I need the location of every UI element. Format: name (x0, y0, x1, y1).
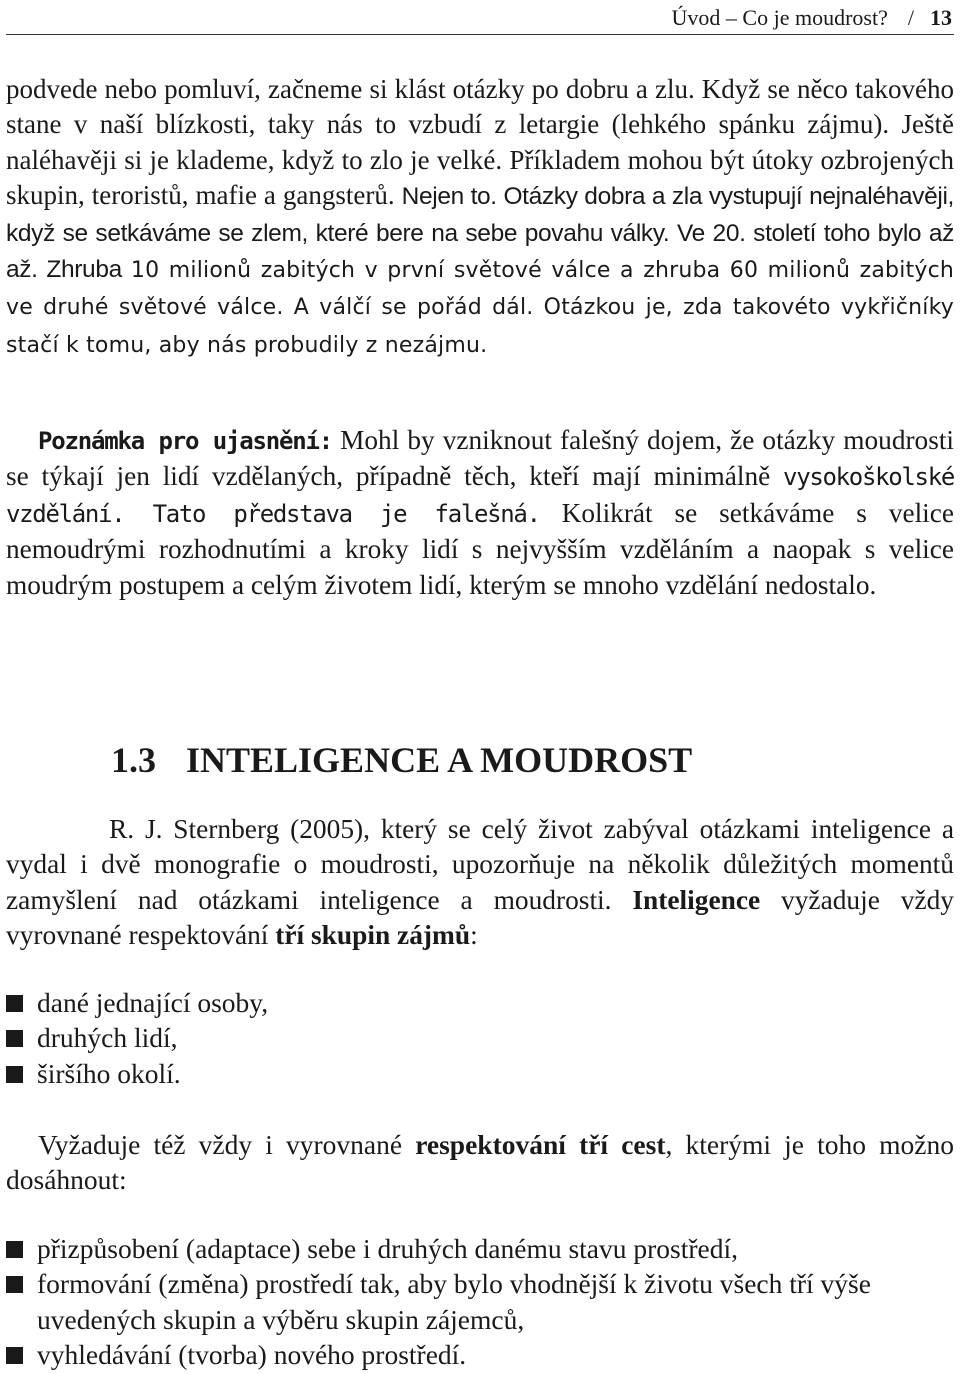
list-item-text: druhých lidí, (37, 1022, 178, 1054)
paragraph-2-text-a: R. J. Sternberg (2005), který se celý život zabýval otázkami inteligence a vydal i dvě monografie o moudrosti, upozorňuje na několik důležitých momentů zamyšlení nad otázkami inteligence a moudrosti. (6, 814, 954, 915)
list-item (6, 1231, 954, 1266)
paragraph-1-text-c: 10 milionů zabitých v první světové válce a zhruba 60 milionů zabitých ve druhé světové válce. A válčí se pořád dál. Otázkou je, zda takovéto vykřičníky stačí k tomu, aby nás probudily z nezájmu. (6, 258, 955, 358)
list-item (6, 1056, 954, 1091)
paragraph-1-text-b: Nejen to. Otázky dobra a zla vystupují nejnaléhavěji, když se setkáváme se zlem, které bere na sebe povahu války. Ve 20. století toho bylo až až. Zhruba (6, 183, 955, 284)
note-text-a: Mohl by vzniknout falešný dojem, že otázky moudrosti se týkají jen lidí vzdělaných, případně těch, kteří mají minimálně (6, 425, 955, 492)
paragraph-2-bold-intelligence: Inteligence (632, 884, 761, 915)
paragraph-1-text-a: podvede nebo pomluví, začneme si klást otázky po dobru a zlu. Když se něco takového stane v naší blízkosti, taky nás to vzbudí z letargie (lehkého spánku zájmu). Ještě naléhavěji si je klademe, když to zlo je velké. Příkladem mohou být útoky ozbrojených skupin, teroristů, mafie a gangsterů. (6, 74, 954, 211)
list-item (6, 1337, 954, 1372)
paragraph-1 (6, 72, 954, 363)
list-item-text: přizpůsobení (adaptace) sebe i druhých danému stavu prostředí, (37, 1233, 739, 1264)
square-bullet-icon (6, 1347, 23, 1364)
page-number: 13 (930, 5, 952, 30)
paragraph-2 (6, 812, 954, 954)
paragraph-3-bold-paths: respektování tří cest (415, 1129, 666, 1160)
square-bullet-icon (6, 1030, 23, 1047)
note-text-b: vysokoškolské vzdělání. Tato představa je falešná. (6, 463, 954, 528)
running-header-chapter: Úvod – Co je moudrost? (671, 5, 888, 30)
paragraph-3-text-a: Vyžaduje též vždy i vyrovnané (38, 1129, 416, 1160)
list-item-text: vyhledávání (tvorba) nového prostředí. (37, 1339, 467, 1371)
running-header-separator: / (907, 5, 914, 30)
paragraph-3-text-b: , kterými je toho možno dosáhnout: (6, 1129, 954, 1196)
interest-groups-list (6, 985, 954, 1091)
list-item (6, 1266, 954, 1337)
square-bullet-icon (6, 1241, 23, 1258)
three-paths-list (6, 1231, 954, 1373)
list-item-text: širšího okolí. (37, 1057, 181, 1089)
paragraph-2-text-b: vyžaduje vždy vyrovnané respektování (6, 884, 954, 951)
section-title: INTELIGENCE A MOUDROST (186, 740, 693, 780)
list-item-text: dané jednající osoby, (37, 987, 269, 1018)
paragraph-2-text-c: : (470, 920, 478, 951)
running-header (672, 6, 952, 30)
list-item-text: formování (změna) prostředí tak, aby bylo vhodnější k životu všech tří výše uvedených skupin a výběru skupin zájemců, (37, 1268, 871, 1335)
section-number: 1.3 (111, 740, 156, 780)
paragraph-3 (6, 1127, 954, 1198)
square-bullet-icon (6, 1276, 23, 1293)
square-bullet-icon (6, 1066, 23, 1083)
note-text-c: Kolikrát se setkáváme s velice nemoudrými rozhodnutími a kroky lidí s nejvyšším vzděláním a naopak s velice moudrým postupem a celým životem lidí, kterým se mnoho vzdělání nedostalo. (6, 497, 954, 600)
clarification-note (6, 423, 954, 603)
list-item (6, 985, 954, 1020)
header-rule (6, 34, 954, 35)
paragraph-2-bold-interests: tří skupin zájmů (275, 920, 471, 951)
note-label: Poznámka pro ujasnění: (38, 427, 333, 455)
list-item (6, 1020, 954, 1055)
section-heading (111, 738, 692, 782)
square-bullet-icon (6, 995, 23, 1012)
